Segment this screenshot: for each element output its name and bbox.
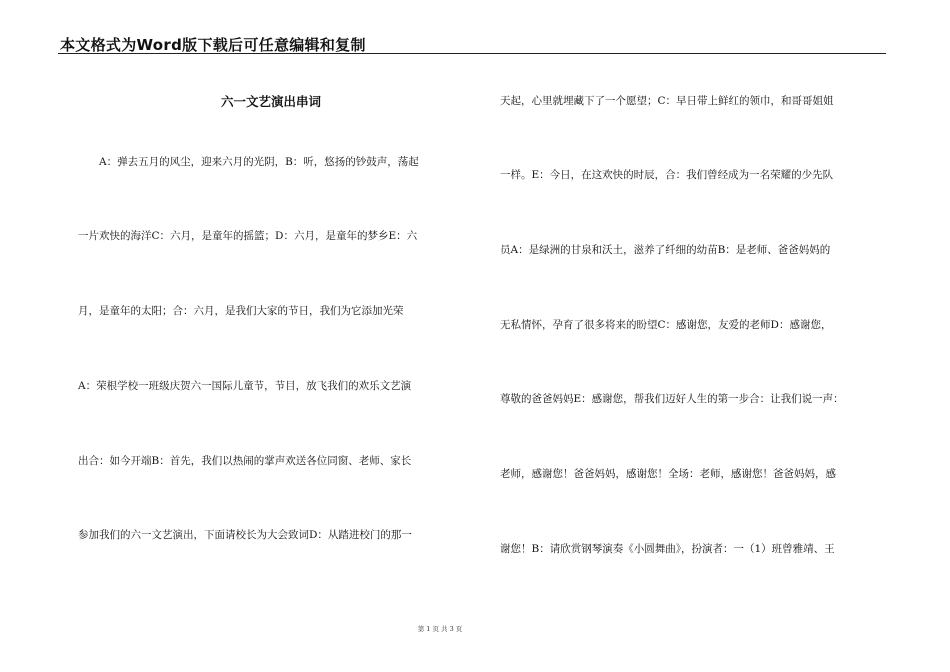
document-title: 六一文艺演出串词 [220,94,321,109]
text-line: 月，是童年的太阳；合：六月，是我们大家的节日，我们为它添加光荣 [78,305,404,317]
text-line: 员A：是绿洲的甘泉和沃土，滋养了纤细的幼苗B：是老师、爸爸妈妈的 [500,244,831,256]
text-line: 一样。E：今日，在这欢快的时辰，合：我们曾经成为一名荣耀的少先队 [500,169,834,181]
page-footer: 第 1 页 共 3 页 [417,625,463,633]
text-line: 尊敬的爸爸妈妈E：感谢您，帮我们迈好人生的第一步合：让我们说一声： [500,393,844,405]
text-line: A：弹去五月的风尘，迎来六月的光阴，B：听，悠扬的钞鼓声，荡起 [78,156,419,168]
text-line: 出合：如今开端B：首先，我们以热闹的掌声欢送各位同窗、老师、家长 [78,455,412,467]
text-line: 无私情怀，孕育了很多将来的盼望C：感谢您，友爱的老师D：感谢您， [500,319,832,331]
banner-divider [58,53,886,54]
text-line: 参加我们的六一文艺演出，下面请校长为大会致词D：从踏进校门的那一 [78,529,412,541]
text-line: 天起，心里就埋藏下了一个愿望；C：早日带上鲜红的领巾，和哥哥姐姐 [500,95,834,107]
text-line: 一片欢快的海洋C：六月，是童年的摇篮；D：六月，是童年的梦乡E：六 [78,230,418,242]
text-line: 谢您！B：请欣赏钢琴演奏《小圆舞曲》，扮演者：一（1）班曾雅靖、王 [500,543,835,555]
document-banner: 本文格式为Word版下载后可任意编辑和复制 [60,36,366,54]
text-line: A：荣根学校一班级庆贺六一国际儿童节，节目，放飞我们的欢乐文艺演 [78,380,412,392]
text-line: 老师，感谢您！爸爸妈妈，感谢您！全场：老师，感谢您！爸爸妈妈，感 [500,468,836,480]
